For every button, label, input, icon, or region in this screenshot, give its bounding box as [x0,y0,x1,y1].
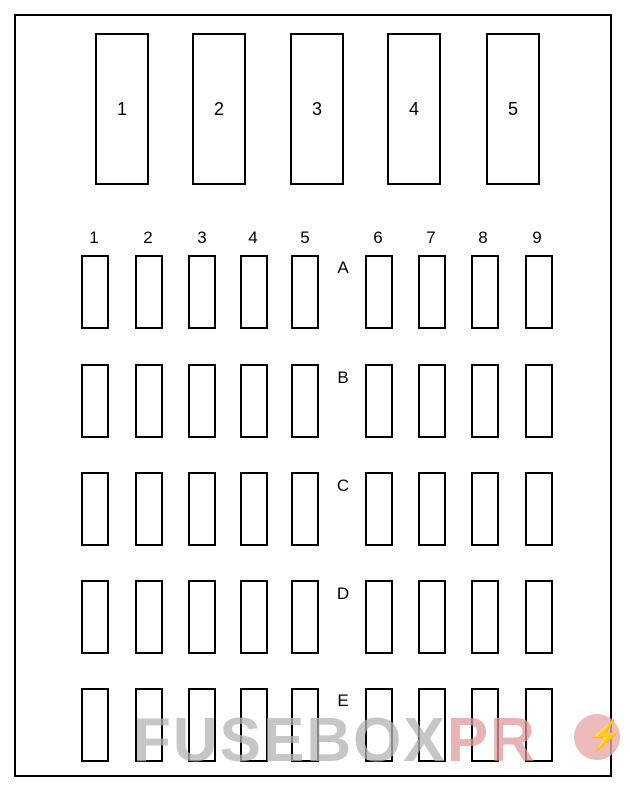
fuse-b3 [188,364,216,438]
fuse-e1 [81,688,109,762]
relay-label: 3 [311,98,322,119]
fuse-a9 [525,255,553,329]
fuse-d4 [240,580,268,654]
fuse-d6 [365,580,393,654]
column-label-1: 1 [89,228,99,247]
fuse-a8 [471,255,499,329]
column-label-6: 6 [373,228,383,247]
fuse-c6 [365,472,393,546]
relay-label: 4 [408,98,419,119]
row-label-b: B [337,368,349,387]
fuse-d9 [525,580,553,654]
fuse-b9 [525,364,553,438]
fuse-a6 [365,255,393,329]
row-label-e: E [337,691,349,710]
fuse-c5 [291,472,319,546]
column-label-5: 5 [300,228,310,247]
fuse-a1 [81,255,109,329]
fuse-b8 [471,364,499,438]
column-label-7: 7 [426,228,436,247]
fuse-c1 [81,472,109,546]
fuse-b5 [291,364,319,438]
row-label-d: D [336,584,350,603]
fuse-b6 [365,364,393,438]
fuse-d8 [471,580,499,654]
fuse-c7 [418,472,446,546]
relay-label: 5 [507,98,518,119]
row-label-a: A [337,258,349,277]
relay-3 [290,33,344,185]
fuse-b1 [81,364,109,438]
fuse-a4 [240,255,268,329]
fuse-d1 [81,580,109,654]
fuse-b2 [135,364,163,438]
relay-1 [95,33,149,185]
watermark-logo [133,706,537,776]
fuse-a7 [418,255,446,329]
column-label-4: 4 [248,228,258,247]
column-label-9: 9 [532,228,542,247]
fuse-d5 [291,580,319,654]
relay-2 [192,33,246,185]
column-label-2: 2 [143,228,153,247]
fuse-d3 [188,580,216,654]
fuse-a2 [135,255,163,329]
column-label-3: 3 [197,228,207,247]
relay-label: 1 [116,98,127,119]
fuse-d7 [418,580,446,654]
fuse-a5 [291,255,319,329]
fuse-b4 [240,364,268,438]
row-label-c: C [336,476,350,495]
column-label-8: 8 [478,228,488,247]
fuse-d2 [135,580,163,654]
lightning-bolt-icon: ⚡ [586,720,624,753]
fuse-b7 [418,364,446,438]
fuse-a3 [188,255,216,329]
fuse-c8 [471,472,499,546]
relay-4 [387,33,441,185]
fuse-c9 [525,472,553,546]
watermark-text: FUSEBOX [133,706,447,775]
relay-5 [486,33,540,185]
watermark-suffix: PR [446,706,537,775]
fuse-c2 [135,472,163,546]
fuse-c3 [188,472,216,546]
relay-label: 2 [213,98,224,119]
fuse-c4 [240,472,268,546]
